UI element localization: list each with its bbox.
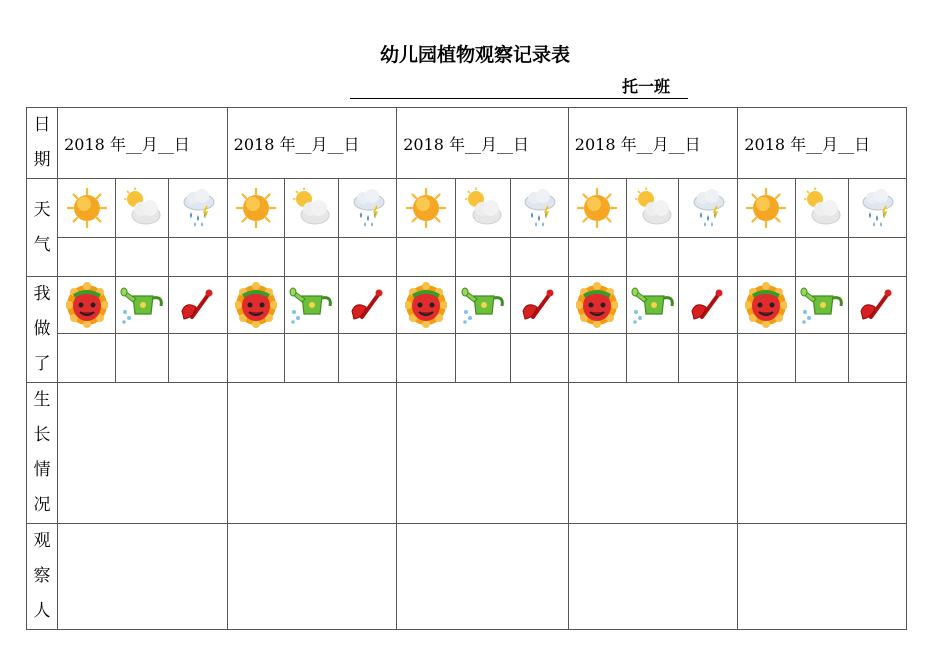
growth-cell-2[interactable] <box>227 383 397 524</box>
shovel-icon <box>849 285 906 325</box>
task-mark-cell[interactable] <box>284 334 338 383</box>
task-option-3-sunflower[interactable] <box>397 277 456 334</box>
task-mark-cell[interactable] <box>848 334 906 383</box>
task-option-4-sunflower[interactable] <box>568 277 626 334</box>
date-cell-1[interactable]: 2018 年__月__日 <box>58 108 228 179</box>
weather-mark-cell[interactable] <box>58 238 116 277</box>
weather-option-3-sun[interactable] <box>397 179 456 238</box>
task-mark-cell[interactable] <box>227 334 284 383</box>
growth-cell-1[interactable] <box>58 383 228 524</box>
date-cell-3[interactable]: 2018 年__月__日 <box>397 108 569 179</box>
weather-option-4-sun[interactable] <box>568 179 626 238</box>
weather-mark-cell[interactable] <box>397 238 456 277</box>
cloudy-icon <box>796 187 848 229</box>
weather-option-4-cloudy[interactable] <box>626 179 678 238</box>
weather-mark-cell[interactable] <box>510 238 568 277</box>
task-mark-cell[interactable] <box>339 334 397 383</box>
weather-mark-cell[interactable] <box>284 238 338 277</box>
task-mark-cell[interactable] <box>456 334 510 383</box>
observer-cell-3[interactable] <box>397 524 569 630</box>
task-mark-cell[interactable] <box>738 334 795 383</box>
sunflower-icon <box>738 280 794 330</box>
weather-option-2-cloudy[interactable] <box>284 179 338 238</box>
sun-icon <box>569 187 626 229</box>
sunflower-icon <box>58 280 115 330</box>
weather-mark-cell[interactable] <box>169 238 227 277</box>
rain-icon <box>169 187 226 229</box>
weather-mark-cell[interactable] <box>568 238 626 277</box>
task-label: 我 做 了 <box>27 277 58 383</box>
task-option-1-watering-can[interactable] <box>116 277 169 334</box>
watering-can-icon <box>456 282 509 328</box>
observer-cell-4[interactable] <box>568 524 738 630</box>
weather-option-3-cloudy[interactable] <box>456 179 510 238</box>
date-row <box>27 108 907 179</box>
task-mark-cell[interactable] <box>397 334 456 383</box>
shovel-icon <box>679 285 737 325</box>
cloudy-icon <box>627 187 678 229</box>
sunflower-icon <box>397 280 455 330</box>
class-name: 托一班 <box>621 77 670 96</box>
watering-can-icon <box>116 282 168 328</box>
weather-mark-cell[interactable] <box>738 238 795 277</box>
weather-option-1-cloudy[interactable] <box>116 179 169 238</box>
task-mark-cell[interactable] <box>626 334 678 383</box>
sun-icon <box>397 187 455 229</box>
shovel-icon <box>511 285 568 325</box>
sunflower-icon <box>569 280 626 330</box>
growth-cell-3[interactable] <box>397 383 569 524</box>
task-option-3-watering-can[interactable] <box>456 277 510 334</box>
task-option-2-watering-can[interactable] <box>284 277 338 334</box>
task-option-1-shovel[interactable] <box>169 277 227 334</box>
task-option-5-sunflower[interactable] <box>738 277 795 334</box>
watering-can-icon <box>285 282 338 328</box>
task-icon-row <box>27 277 907 334</box>
growth-row <box>27 383 907 524</box>
weather-mark-cell[interactable] <box>227 238 284 277</box>
weather-mark-row <box>27 238 907 277</box>
task-mark-cell[interactable] <box>58 334 116 383</box>
weather-mark-cell[interactable] <box>795 238 848 277</box>
sun-icon <box>58 187 115 229</box>
shovel-icon <box>339 285 396 325</box>
cloudy-icon <box>116 187 168 229</box>
weather-option-2-sun[interactable] <box>227 179 284 238</box>
date-label: 日 期 <box>27 108 58 179</box>
watering-can-icon <box>627 282 678 328</box>
watering-can-icon <box>796 282 848 328</box>
task-mark-cell[interactable] <box>116 334 169 383</box>
observer-label: 观 察 人 <box>27 524 58 630</box>
date-cell-5[interactable]: 2018 年__月__日 <box>738 108 907 179</box>
weather-label: 天 气 <box>27 179 58 277</box>
weather-option-1-rain[interactable] <box>169 179 227 238</box>
page-title: 幼儿园植物观察记录表 <box>379 44 570 66</box>
observer-cell-5[interactable] <box>738 524 907 630</box>
weather-mark-cell[interactable] <box>339 238 397 277</box>
task-option-2-shovel[interactable] <box>339 277 397 334</box>
task-mark-cell[interactable] <box>510 334 568 383</box>
rain-icon <box>339 187 396 229</box>
weather-option-2-rain[interactable] <box>339 179 397 238</box>
growth-cell-4[interactable] <box>568 383 738 524</box>
shovel-icon <box>169 285 226 325</box>
class-line <box>350 76 688 99</box>
task-mark-row <box>27 334 907 383</box>
date-cell-4[interactable]: 2018 年__月__日 <box>568 108 738 179</box>
weather-option-5-cloudy[interactable] <box>795 179 848 238</box>
observer-cell-1[interactable] <box>58 524 228 630</box>
task-mark-cell[interactable] <box>679 334 738 383</box>
weather-mark-cell[interactable] <box>456 238 510 277</box>
rain-icon <box>679 187 737 229</box>
growth-label: 生 长 情 况 <box>27 383 58 524</box>
weather-option-1-sun[interactable] <box>58 179 116 238</box>
sun-icon <box>738 187 794 229</box>
weather-option-5-sun[interactable] <box>738 179 795 238</box>
task-option-5-shovel[interactable] <box>848 277 906 334</box>
rain-icon <box>849 187 906 229</box>
observer-cell-2[interactable] <box>227 524 397 630</box>
observation-table <box>26 107 907 630</box>
rain-icon <box>511 187 568 229</box>
weather-option-3-rain[interactable] <box>510 179 568 238</box>
weather-mark-cell[interactable] <box>679 238 738 277</box>
date-cell-2[interactable]: 2018 年__月__日 <box>227 108 397 179</box>
task-option-5-watering-can[interactable] <box>795 277 848 334</box>
cloudy-icon <box>285 187 338 229</box>
weather-mark-cell[interactable] <box>626 238 678 277</box>
weather-mark-cell[interactable] <box>848 238 906 277</box>
weather-option-4-rain[interactable] <box>679 179 738 238</box>
task-mark-cell[interactable] <box>568 334 626 383</box>
weather-mark-cell[interactable] <box>116 238 169 277</box>
sun-icon <box>228 187 284 229</box>
task-mark-cell[interactable] <box>169 334 227 383</box>
task-option-2-sunflower[interactable] <box>227 277 284 334</box>
cloudy-icon <box>456 187 509 229</box>
task-option-1-sunflower[interactable] <box>58 277 116 334</box>
growth-cell-5[interactable] <box>738 383 907 524</box>
weather-option-5-rain[interactable] <box>848 179 906 238</box>
task-mark-cell[interactable] <box>795 334 848 383</box>
sunflower-icon <box>228 280 284 330</box>
weather-icon-row <box>27 179 907 238</box>
task-option-4-watering-can[interactable] <box>626 277 678 334</box>
task-option-3-shovel[interactable] <box>510 277 568 334</box>
observer-row <box>27 524 907 630</box>
task-option-4-shovel[interactable] <box>679 277 738 334</box>
